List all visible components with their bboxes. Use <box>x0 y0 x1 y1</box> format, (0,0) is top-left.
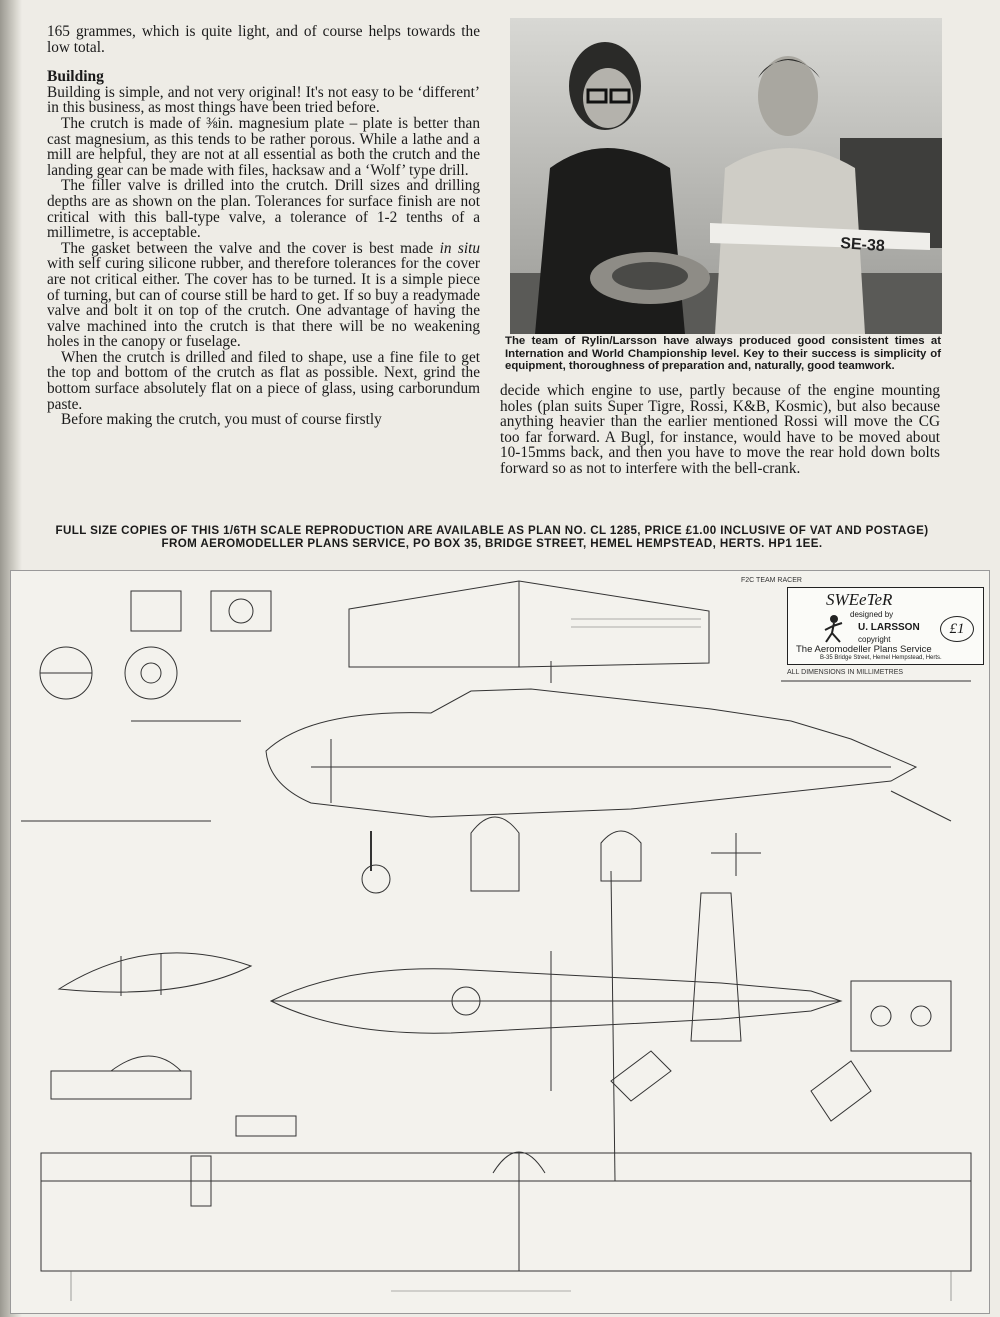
paragraph-engine-choice: decide which engine to use, partly because of the engine mounting holes (plan suits Super Tigre, Rossi, K&B, Kosmic), but also because anything heavier than the earlier mentioned Rossi will move the CG too far forward. A Bugl, for instance, would have to be moved about 10-15mms back, and then you have to move the rear hold down bolts forward so as not to interfere with the bell-crank. <box>500 382 940 477</box>
gasket-text-start: The gasket between the valve and the cover is best made <box>61 239 440 257</box>
paragraph-crutch: The crutch is made of ⅜in. magnesium plate – plate is better than cast magnesium, as this tends to be rather porous. While a lathe and a mill are helpful, they are not at all essential as both the crutch and the landing gear can be made with files, hacksaw and a ‘Wolf’ type drill. <box>47 114 480 179</box>
plan-designed-by-label: designed by <box>850 610 894 619</box>
plans-service-address: B-35 Bridge Street, Hemel Hempstead, Herts. <box>820 655 942 661</box>
plan-title: SWEeTeR <box>826 590 893 609</box>
paragraph-filing: When the crutch is drilled and filed to shape, use a fine file to get the top and bottom of the crutch as flat as possible. Next, grind the bottom surface absolutely flat on a piece of glass, using carborundum paste. <box>47 348 480 413</box>
paragraph-building-intro: Building is simple, and not very original! It's not easy to be ‘different’ in this business, as most things have been tried before. <box>47 83 480 117</box>
gasket-text-end: with self curing silicone rubber, and therefore tolerances for the cover are not critical either. The cover has to be turned. It is a simple piece of turning, but can of course still be hard to get. If so buy a readymade valve and bolt it on top of the crutch. One advantage of having the valve machined into the crutch is that there will be no weakening holes in the canopy or fuselage. <box>47 255 480 351</box>
article-left-column <box>47 24 480 428</box>
gasket-text-emphasis: in situ <box>439 239 480 257</box>
paragraph-weight: 165 grammes, which is quite light, and of course helps towards the low total. <box>47 23 480 56</box>
plan-dimensions-note: ALL DIMENSIONS IN MILLIMETRES <box>787 669 904 676</box>
plan-designer-name: U. LARSSON <box>858 622 920 633</box>
plans-service-notice: FULL SIZE COPIES OF THIS 1/6TH SCALE REPRODUCTION ARE AVAILABLE AS PLAN NO. CL 1285, PRICE £1.00 INCLUSIVE OF VAT AND POSTAGE) FROM AEROMODELLER PLANS SERVICE, PO BOX 35, BRIDGE STREET, HEMEL HEMPSTEAD, HERTS. HP1 1EE. <box>55 524 929 550</box>
photo-caption: The team of Rylin/Larsson have always produced good consistent times at Internation and World Championship level. Key to their success is simplicity of equipment, thoroughness of preparation and, naturally, good teamwork. <box>505 335 941 373</box>
paragraph-gasket <box>47 241 480 350</box>
plan-price-badge: £1 <box>940 616 974 642</box>
team-photo <box>510 18 942 334</box>
team-photo-illustration <box>510 18 942 334</box>
plan-class-note: F2C TEAM RACER <box>741 577 802 584</box>
paragraph-filler-valve: The filler valve is drilled into the crutch. Drill sizes and drilling depths are as shown on the plan. Tolerances for surface finish are not critical with this ball-type valve, a tolerance of 1-2 tenths of a millimetre, is acceptable. <box>47 177 480 242</box>
paragraph-before-crutch: Before making the crutch, you must of course firstly <box>61 411 382 429</box>
model-plan-drawing <box>10 570 990 1314</box>
svg-text:SE-38: SE-38 <box>839 235 886 256</box>
plans-service-name: The Aeromodeller Plans Service <box>796 644 932 655</box>
flyer-figure-icon <box>822 614 846 644</box>
plan-linework <box>11 571 989 1313</box>
section-heading-building: Building <box>47 68 104 86</box>
article-right-column <box>500 383 940 477</box>
plan-title-block <box>787 587 984 665</box>
plan-copyright-label: copyright <box>858 635 891 644</box>
